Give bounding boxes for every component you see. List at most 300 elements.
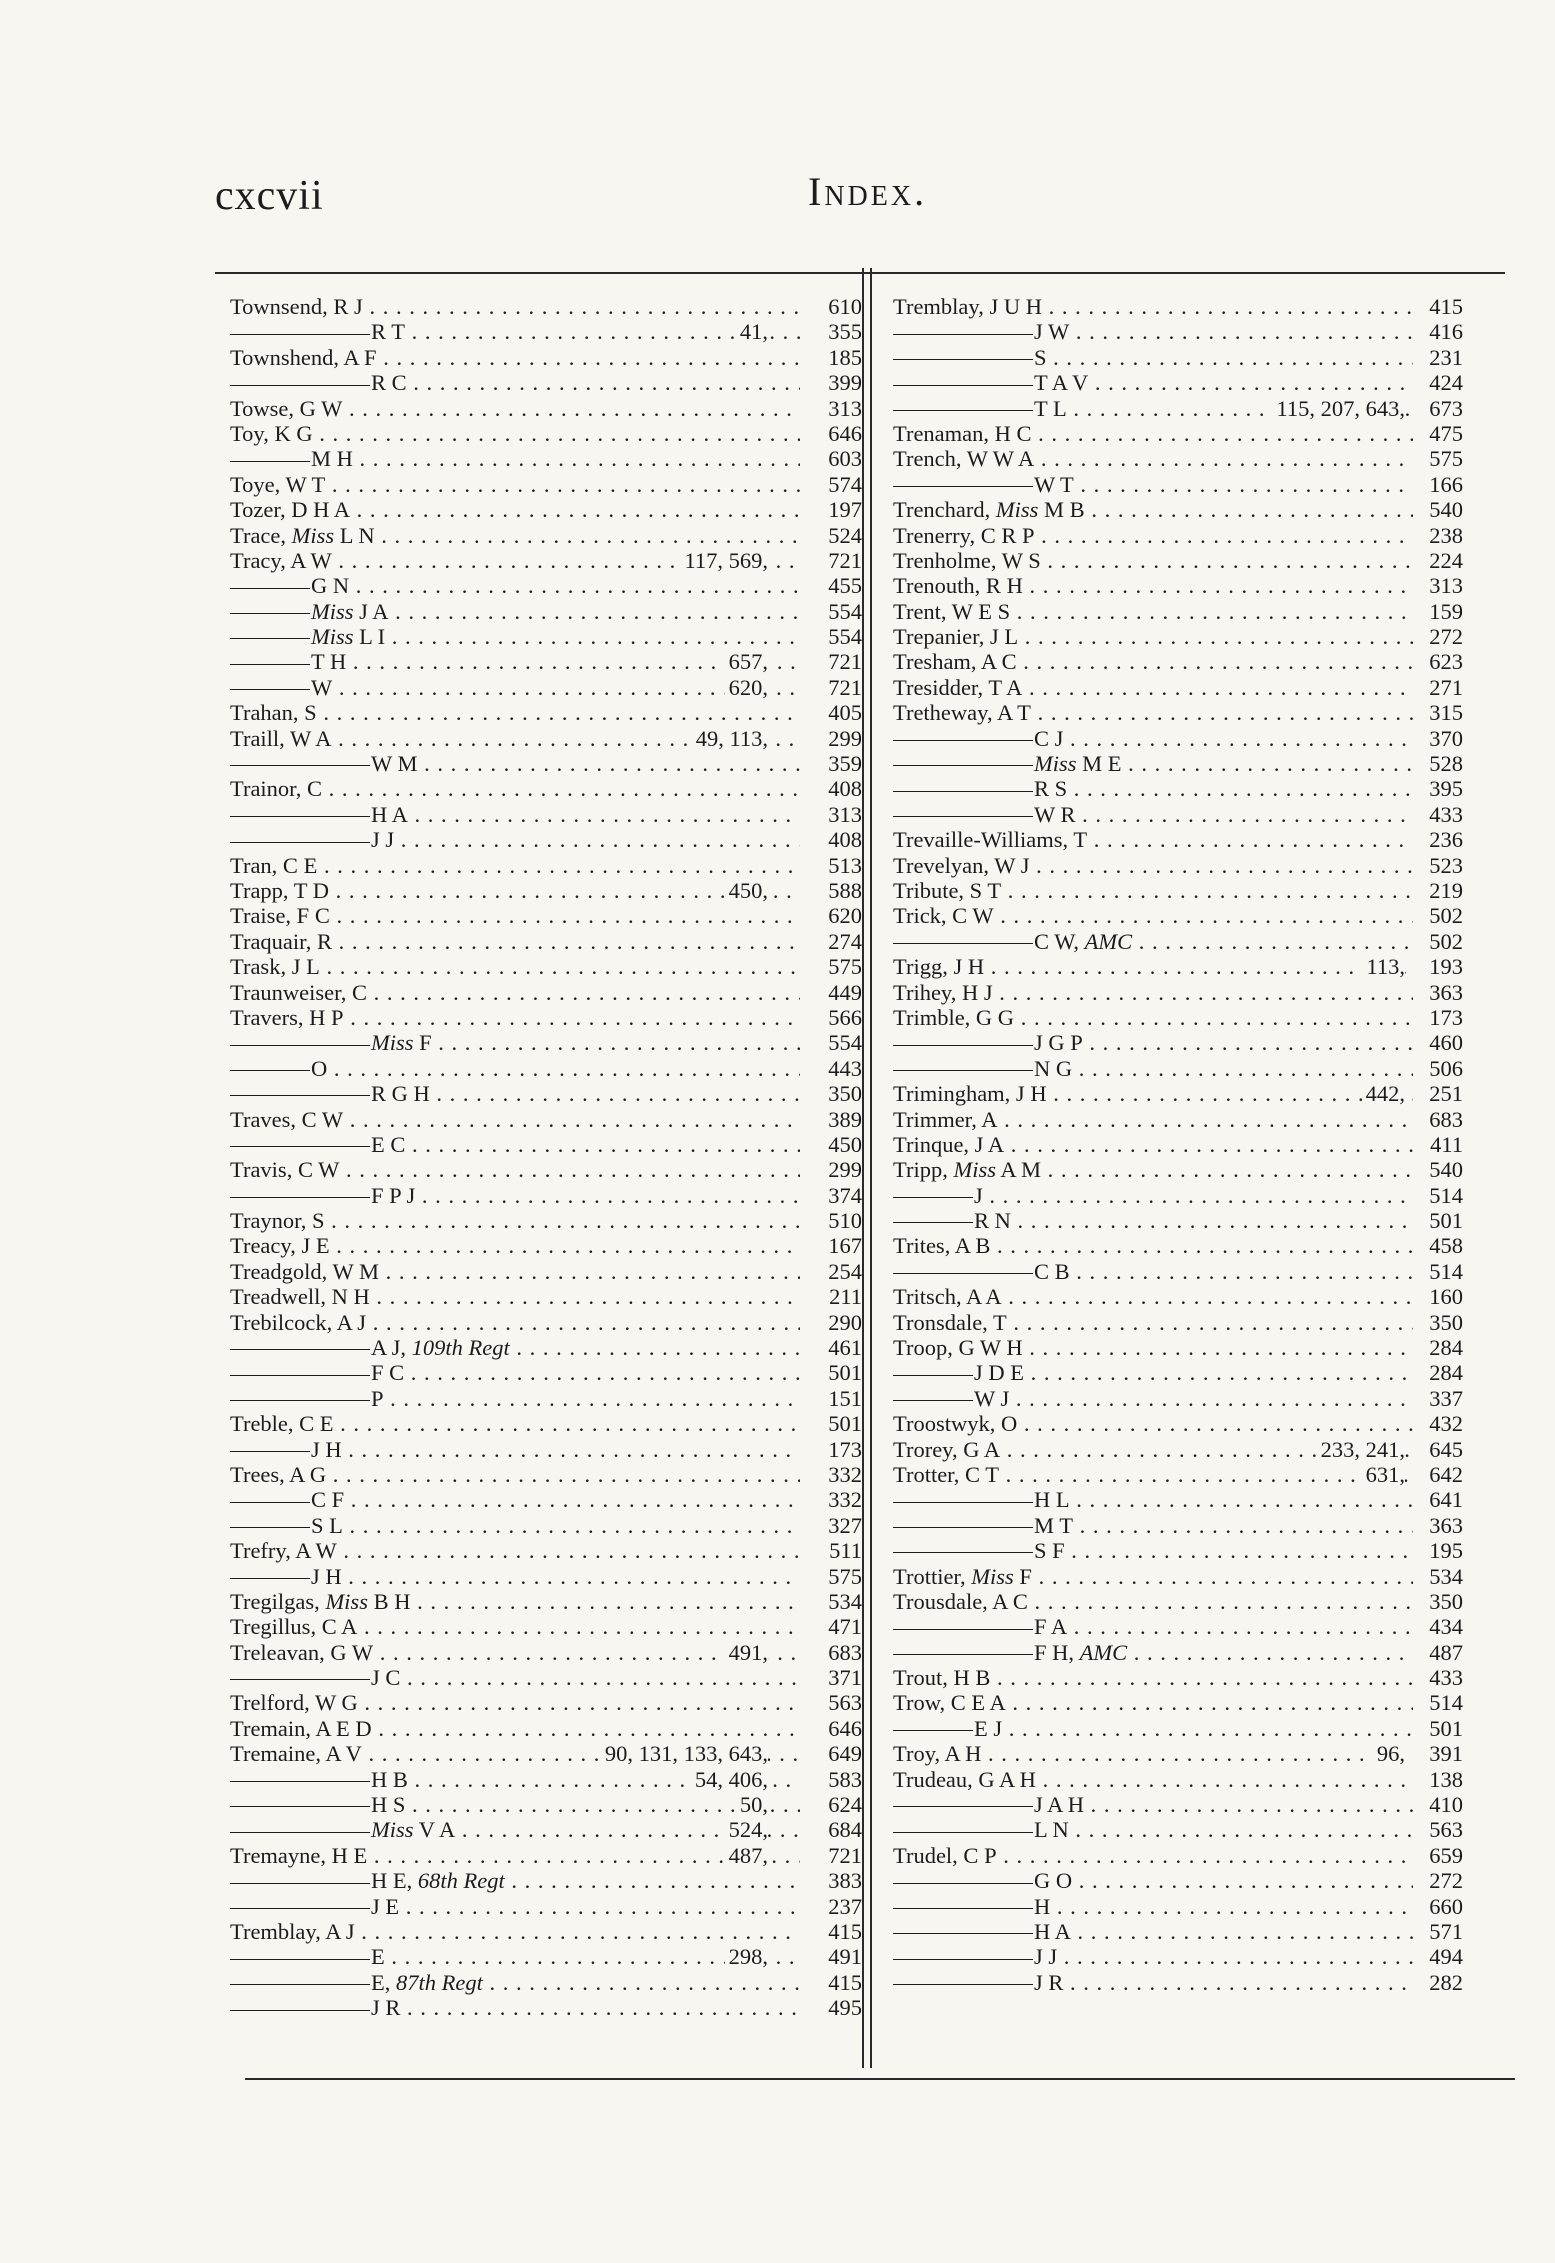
entry-name: Townsend, R J [230,294,363,319]
ditto-dash [230,461,310,462]
index-entry [230,1944,862,1969]
page-reference: 514 [1429,1258,1463,1284]
index-entry [893,523,1463,548]
index-entry [230,929,862,954]
entry-label [230,472,800,497]
index-entry [230,1843,862,1868]
entry-label [893,599,1413,624]
page-reference: 645 [1429,1436,1463,1462]
index-entry [893,1259,1463,1284]
entry-name: J R [1034,1969,1064,1995]
page-reference: 534 [828,1588,862,1614]
page-reference: 432 [1429,1411,1463,1437]
entry-label [230,1564,800,1589]
additional-pages: 54, 406, [691,1767,768,1792]
index-entry [230,1335,862,1360]
index-entry [893,929,1463,954]
index-entry [893,878,1463,903]
index-entry [230,523,862,548]
index-entry [230,1589,862,1614]
entry-name: Miss M E [1034,751,1122,777]
entry-label [230,1995,800,2020]
ditto-dash [230,1070,310,1071]
page-reference: 721 [828,547,862,573]
additional-pages: 90, 131, 133, 643, [601,1741,768,1766]
top-rule [215,272,1505,274]
entry-name: E C [371,1131,406,1157]
entry-label [893,294,1413,319]
ditto-dash [893,334,1033,335]
index-entry [893,1919,1463,1944]
page-reference: 254 [828,1258,862,1284]
entry-name: Troostwyk, O [893,1411,1018,1437]
index-entry [893,802,1463,827]
ditto-dash [893,1400,973,1401]
entry-name: Tritsch, A A [893,1284,1002,1310]
index-entry [893,1030,1463,1055]
page-reference: 683 [828,1639,862,1665]
index-entry [893,599,1463,624]
page-reference: 641 [1429,1487,1463,1513]
entry-name: Tremayne, H E [230,1842,368,1868]
entry-name: H S [371,1792,406,1818]
entry-name: J W [1034,319,1070,345]
ditto-dash [230,385,370,386]
entry-name: Trebilcock, A J [230,1309,367,1335]
ditto-dash [230,1400,370,1401]
page-reference: 284 [1429,1360,1463,1386]
index-entry [893,1360,1463,1385]
ditto-dash [893,1730,973,1731]
page-reference: 501 [828,1360,862,1386]
page-reference: 721 [828,649,862,675]
entry-label [893,1208,1413,1233]
page-reference: 684 [828,1817,862,1843]
entry-name: Trenouth, R H [893,573,1023,599]
entry-label [230,853,800,878]
entry-label [230,1716,800,1741]
index-entry [230,1437,862,1462]
entry-name: W T [1034,471,1074,497]
index-entry [893,1081,1463,1106]
entry-name: J [974,1182,983,1208]
index-entry [230,497,862,522]
index-entry [893,1107,1463,1132]
entry-label [230,1081,800,1106]
entry-name: F A [1034,1614,1068,1640]
index-entry [230,726,862,751]
page-reference: 272 [1429,1868,1463,1894]
entry-label [893,1335,1413,1360]
entry-name: Trainor, C [230,776,323,802]
additional-pages: 631, [1362,1462,1405,1487]
page-reference: 299 [828,725,862,751]
entry-label [230,446,800,471]
index-entry [893,954,1463,979]
index-entry [230,751,862,776]
entry-name: Trimingham, J H [893,1081,1047,1107]
ditto-dash [893,1375,973,1376]
entry-name: Trousdale, A C [893,1588,1028,1614]
entry-label [230,345,800,370]
index-entry [230,472,862,497]
ditto-dash [893,1552,1033,1553]
ditto-dash [893,816,1033,817]
index-entry [893,726,1463,751]
index-entry [893,649,1463,674]
entry-label [230,1894,800,1919]
index-entry [230,954,862,979]
index-entry [230,878,862,903]
entry-label [230,649,800,674]
entry-label [893,1665,1413,1690]
entry-name: Traquair, R [230,928,333,954]
entry-label [893,446,1413,471]
entry-name: T H [311,649,347,675]
page-reference: 332 [828,1461,862,1487]
ditto-dash [230,664,310,665]
entry-name: J C [371,1665,401,1691]
entry-label [230,370,800,395]
entry-label [893,980,1413,1005]
entry-label [230,1183,800,1208]
entry-name: Traill, W A [230,725,332,751]
page-reference: 721 [828,674,862,700]
entry-label [230,1310,800,1335]
entry-name: Treadwell, N H [230,1284,370,1310]
entry-name: Miss L I [311,624,386,650]
index-entry [893,1640,1463,1665]
entry-name: Tracy, A W [230,547,332,573]
entry-label [230,421,800,446]
entry-label [230,1335,800,1360]
entry-label [230,827,800,852]
page-reference: 350 [828,1081,862,1107]
entry-label [893,421,1413,446]
entry-name: G N [311,573,350,599]
entry-label [893,1919,1413,1944]
entry-label [230,1411,800,1436]
index-entry [893,497,1463,522]
page-reference: 185 [828,344,862,370]
entry-name: Trites, A B [893,1233,991,1259]
index-entry [230,1665,862,1690]
page-reference: 195 [1429,1538,1463,1564]
entry-label [230,954,800,979]
entry-label [230,523,800,548]
entry-label [230,1538,800,1563]
index-entry [893,319,1463,344]
index-entry [893,1487,1463,1512]
ditto-dash [893,791,1033,792]
entry-label [893,548,1413,573]
page-reference: 434 [1429,1614,1463,1640]
entry-label [230,776,800,801]
page-reference: 455 [828,573,862,599]
page-reference: 424 [1429,370,1463,396]
index-entry [893,903,1463,928]
entry-name: Trench, W W A [893,446,1035,472]
index-entry [230,1513,862,1538]
additional-pages: 491, [725,1640,768,1665]
page-reference: 355 [828,319,862,345]
ditto-dash [893,765,1033,766]
page-reference: 563 [1429,1817,1463,1843]
page-reference: 528 [1429,751,1463,777]
page-reference: 411 [1430,1131,1463,1157]
page-reference: 554 [828,624,862,650]
page-reference: 574 [828,471,862,497]
page-reference: 370 [1429,725,1463,751]
entry-label [893,675,1413,700]
entry-label [230,1005,800,1030]
additional-pages: 442, [1362,1081,1405,1106]
index-entry [893,1056,1463,1081]
entry-label [230,624,800,649]
index-entry [230,1462,862,1487]
page-reference: 649 [828,1741,862,1767]
index-entry [230,1284,862,1309]
entry-name: J E [371,1893,400,1919]
entry-name: H L [1034,1487,1070,1513]
index-entry [230,1868,862,1893]
page-reference: 415 [1429,294,1463,319]
entry-label [893,1386,1413,1411]
entry-name: H A [1034,1919,1071,1944]
entry-name: S L [311,1512,343,1538]
page-reference: 350 [1429,1309,1463,1335]
index-entry [230,1995,862,2020]
page-reference: 238 [1429,522,1463,548]
entry-label [230,1919,800,1944]
additional-pages: 450, [725,878,768,903]
page-reference: 271 [1429,674,1463,700]
index-entry [230,649,862,674]
entry-label [230,1944,800,1969]
entry-name: Tremain, A E D [230,1715,372,1741]
entry-name: Trace, Miss L N [230,522,375,548]
page-reference: 173 [828,1436,862,1462]
entry-name: Trenerry, C R P [893,522,1035,548]
entry-name: Tregilgas, Miss B H [230,1588,411,1614]
index-entry [893,1970,1463,1995]
entry-label [230,1259,800,1284]
entry-label [893,319,1413,344]
page-reference: 166 [1429,471,1463,497]
page-reference: 524 [828,522,862,548]
ditto-dash [893,1273,1033,1274]
entry-name: G O [1034,1868,1073,1894]
entry-label [230,802,800,827]
ditto-dash [230,1095,370,1096]
index-entry [893,472,1463,497]
entry-name: Trees, A G [230,1461,327,1487]
index-entry [230,345,862,370]
entry-label [893,1462,1413,1487]
index-entry [893,675,1463,700]
page-reference: 566 [828,1004,862,1030]
ditto-dash [230,816,370,817]
entry-name: Trevelyan, W J [893,852,1030,878]
entry-name: Tresham, A C [893,649,1017,675]
entry-name: C F [311,1487,345,1513]
entry-name: Trimble, G G [893,1004,1015,1030]
index-entry [893,1233,1463,1258]
entry-name: J A H [1034,1792,1085,1818]
entry-label [230,1386,800,1411]
page-reference: 151 [828,1385,862,1411]
index-column-right [893,294,1463,1995]
page-reference: 383 [828,1868,862,1894]
entry-label [893,1081,1413,1106]
entry-label [230,573,800,598]
entry-label [893,1640,1413,1665]
entry-label [893,1284,1413,1309]
index-entry [230,599,862,624]
ditto-dash [893,740,1033,741]
index-entry [230,1208,862,1233]
page-reference: 272 [1429,624,1463,650]
entry-label [230,1868,800,1893]
entry-label [230,1132,800,1157]
entry-label [893,1487,1413,1512]
page-reference: 540 [1429,497,1463,523]
page-reference: 511 [829,1538,862,1564]
entry-name: R S [1034,776,1068,802]
entry-name: R T [371,319,405,345]
entry-name: C J [1034,725,1064,751]
index-entry [893,345,1463,370]
entry-name: J H [311,1563,342,1589]
index-entry [893,1335,1463,1360]
entry-name: H [1034,1893,1051,1919]
additional-pages: 115, 207, 643, [1272,396,1405,421]
entry-label [230,497,800,522]
page-reference: 642 [1429,1461,1463,1487]
entry-name: Trotter, C T [893,1461,999,1487]
entry-label [893,1614,1413,1639]
index-entry [893,1944,1463,1969]
ditto-dash [893,410,1033,411]
index-entry [230,1386,862,1411]
entry-label [893,726,1413,751]
page-reference: 501 [1429,1715,1463,1741]
ditto-dash [230,1527,310,1528]
entry-name: W R [1034,801,1076,827]
index-entry [893,1690,1463,1715]
page-reference: 514 [1429,1690,1463,1716]
entry-label [893,827,1413,852]
index-entry [230,573,862,598]
entry-name: H B [371,1766,408,1792]
ditto-dash [230,588,310,589]
index-entry [893,396,1463,421]
index-entry [230,1767,862,1792]
entry-label [893,1183,1413,1208]
index-entry [230,1538,862,1563]
page-reference: 494 [1429,1944,1463,1970]
page-reference: 673 [1429,395,1463,421]
page-reference: 502 [1429,903,1463,929]
entry-name: Trottier, Miss F [893,1563,1032,1589]
page-reference: 219 [1429,877,1463,903]
ditto-dash [893,1629,1033,1630]
entry-label [230,1589,800,1614]
entry-label [230,599,800,624]
ditto-dash [893,1045,1033,1046]
entry-name: J J [1034,1944,1058,1970]
page-reference: 646 [828,1715,862,1741]
entry-name: Tremaine, A V [230,1741,362,1767]
page-reference: 313 [1429,573,1463,599]
ditto-dash [230,1781,370,1782]
page-reference: 416 [1429,319,1463,345]
index-entry [893,751,1463,776]
additional-pages: 50, [736,1792,768,1817]
index-entry [893,1386,1463,1411]
page-reference: 624 [828,1792,862,1818]
entry-label [893,1132,1413,1157]
index-entry [893,1817,1463,1842]
entry-label [893,472,1413,497]
entry-label [893,878,1413,903]
index-entry [230,370,862,395]
entry-name: Trimmer, A [893,1106,998,1132]
page-reference: 588 [828,877,862,903]
index-entry [230,548,862,573]
index-entry [893,1868,1463,1893]
entry-name: Trout, H B [893,1665,991,1691]
index-entry [893,294,1463,319]
index-entry [230,1817,862,1842]
entry-name: N G [1034,1055,1073,1081]
page-reference: 610 [828,294,862,319]
entry-label [893,1513,1413,1538]
entry-name: Miss F [371,1030,432,1056]
entry-label [230,929,800,954]
entry-label [893,1792,1413,1817]
index-entry [893,1792,1463,1817]
index-entry [893,370,1463,395]
index-entry [893,1665,1463,1690]
entry-label [893,1817,1413,1842]
entry-label [230,1487,800,1512]
entry-label [893,853,1413,878]
page-reference: 299 [828,1157,862,1183]
index-entry [893,1157,1463,1182]
entry-label [230,1437,800,1462]
index-entry [893,624,1463,649]
entry-label [230,1208,800,1233]
entry-name: Towse, G W [230,395,343,421]
entry-name: Tran, C E [230,852,318,878]
ditto-dash [230,1832,370,1833]
entry-name: Trick, C W [893,903,994,929]
page-reference: 514 [1429,1182,1463,1208]
ditto-dash [230,842,370,843]
index-entry [230,1919,862,1944]
entry-label [230,1614,800,1639]
entry-label [893,1030,1413,1055]
entry-name: E, 87th Regt [371,1969,483,1995]
entry-label [893,1411,1413,1436]
ditto-dash [230,1197,370,1198]
entry-label [893,1005,1413,1030]
ditto-dash [230,613,310,614]
page-reference: 337 [1429,1385,1463,1411]
entry-name: M H [311,446,353,472]
index-entry [230,1259,862,1284]
